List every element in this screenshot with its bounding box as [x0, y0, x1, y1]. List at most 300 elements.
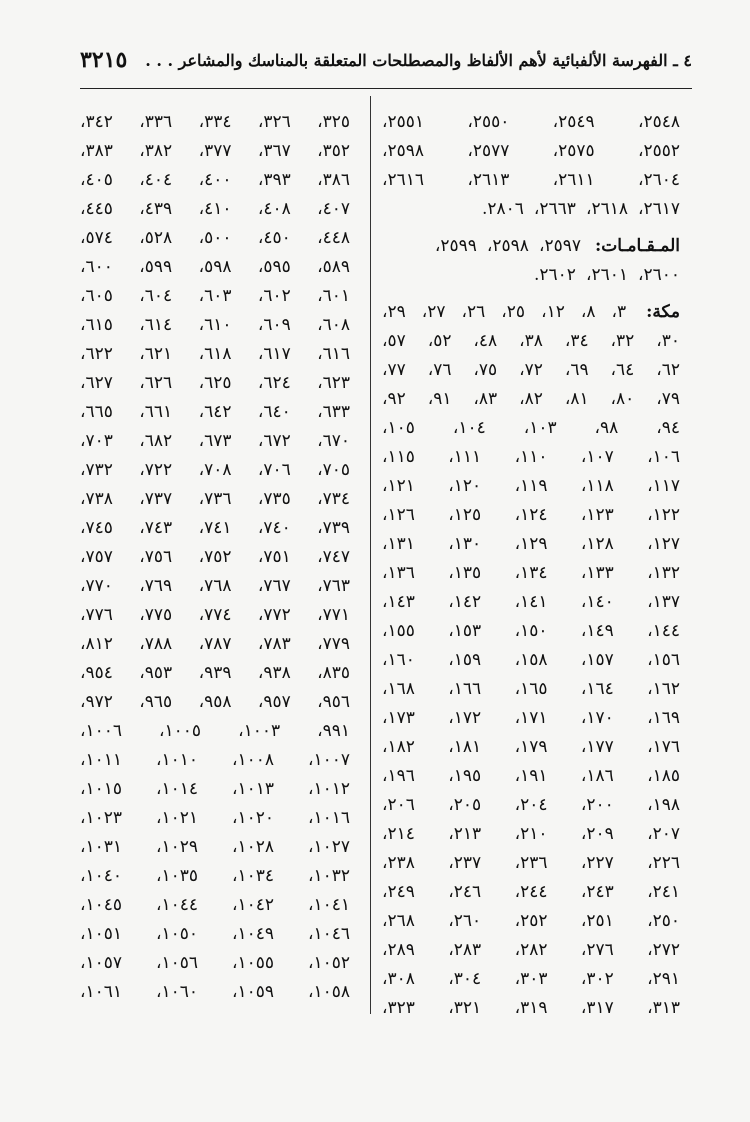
page-reference: ٢٥٢،	[514, 911, 548, 931]
page-reference: ١٠٥٧،	[80, 953, 123, 973]
page-reference: ٢٨٣،	[448, 940, 482, 960]
page-reference: ٧٥٢،	[198, 547, 232, 567]
page-reference: ٢٠٥،	[448, 795, 482, 815]
page-reference: ٢٠٩،	[580, 824, 614, 844]
page-reference: ٨،	[580, 302, 596, 322]
page-reference: ٢٦٠٤،	[637, 170, 680, 190]
page-reference: ١٨٢،	[382, 737, 415, 757]
index-line	[80, 224, 350, 253]
page-reference: ١١٩،	[514, 476, 548, 496]
page-reference: ٧٣٧،	[139, 489, 173, 509]
page-reference: ١٠٠٨،	[231, 750, 275, 770]
page-reference: ٢٦٠٢.	[534, 265, 576, 285]
page-reference: ٢٥٩٧،	[538, 236, 581, 256]
page-reference: ١٠٣،	[523, 418, 557, 438]
page-reference: ١٠١٢،	[307, 779, 350, 799]
page-reference: ٧٦٧،	[257, 576, 291, 596]
page-reference: ٦٩،	[564, 360, 589, 380]
page-reference: ٩٥٨،	[198, 692, 232, 712]
page-reference: ٦٠٥،	[80, 286, 113, 306]
page-reference: ٧٣٤،	[317, 489, 350, 509]
page-reference: ٣،	[611, 302, 627, 322]
page-reference: ١٠٢٨،	[231, 837, 275, 857]
page-reference: ٤٤٨،	[317, 228, 350, 248]
page-reference: ٢٨٩،	[382, 940, 415, 960]
index-line	[382, 195, 680, 224]
page-reference: ١٥٠،	[514, 621, 548, 641]
page-reference: ٣٨٣،	[80, 141, 113, 161]
page-reference: ١٠٤،	[452, 418, 486, 438]
index-line	[80, 166, 350, 195]
page-reference: ٧٣٦،	[198, 489, 232, 509]
page-reference: ١٣١،	[382, 534, 415, 554]
index-term: مكة:	[646, 302, 680, 322]
page-reference: ١٧٧،	[580, 737, 614, 757]
page-reference: ٢٥٩٩،	[434, 236, 477, 256]
page-reference: ١٤٢،	[448, 592, 482, 612]
page-reference: ٥٠٠،	[198, 228, 232, 248]
page-reference: ٢٣٦،	[514, 853, 548, 873]
page-reference: ١٤٤،	[647, 621, 680, 641]
page-reference: ٩١،	[427, 389, 452, 409]
page-reference: ٨١،	[564, 389, 589, 409]
page-reference: ٦١٧،	[257, 344, 291, 364]
page-reference: ٢٥٤٩،	[552, 112, 595, 132]
page-reference: ٣٨٦،	[317, 170, 350, 190]
page-reference: ٢٢٦،	[647, 853, 680, 873]
page-reference: ١٧٣،	[382, 708, 415, 728]
index-line	[382, 298, 680, 327]
page-reference: ١٠٤١،	[307, 895, 350, 915]
page-reference: ١٠٠٣،	[238, 721, 281, 741]
page-reference: ٨٣٥،	[317, 663, 350, 683]
page-reference: ١٣٢،	[647, 563, 680, 583]
page-reference: ٥٨٩،	[317, 257, 350, 277]
page-reference: ١٦٥،	[514, 679, 548, 699]
index-line	[382, 356, 680, 385]
page-reference: ١٠٣٢،	[307, 866, 350, 886]
page-reference: ٢٧٦،	[580, 940, 614, 960]
page-reference: ٢٢٧،	[580, 853, 614, 873]
page-reference: ٦٢٦،	[139, 373, 173, 393]
page-number: ٣٢١٥	[80, 47, 128, 73]
page-reference: ١٢٦،	[382, 505, 415, 525]
page-reference: ١٤٣،	[382, 592, 415, 612]
header-rule	[80, 88, 692, 89]
page-reference: ١٠١٦،	[307, 808, 350, 828]
page-reference: ١٠٠٦،	[80, 721, 123, 741]
index-line	[382, 472, 680, 501]
index-line	[80, 920, 350, 949]
page-reference: ١٢٩،	[514, 534, 548, 554]
page-reference: ٩٥٦،	[317, 692, 350, 712]
page-reference: ١٧٦،	[647, 737, 680, 757]
page-reference: ٨١٢،	[80, 634, 113, 654]
page-reference: ٢٤٦،	[448, 882, 482, 902]
page-reference: ٧٨٨،	[139, 634, 173, 654]
page-reference: ٢٠٦،	[382, 795, 415, 815]
page-reference: ٣٨٢،	[139, 141, 173, 161]
page-reference: ٢٥٠،	[647, 911, 680, 931]
page-reference: ١٠٤٠،	[80, 866, 123, 886]
page-reference: ٧٧،	[382, 360, 406, 380]
page-reference: ٢٨٢،	[514, 940, 548, 960]
page-reference: ٢٠٧،	[647, 824, 680, 844]
page-reference: ١١٧،	[647, 476, 680, 496]
page-reference: ١٠٥٩،	[231, 982, 275, 1002]
index-line	[382, 675, 680, 704]
page-reference: ٢٦٠٠،	[637, 265, 680, 285]
page-reference: ١٠٣١،	[80, 837, 123, 857]
page-reference: ٦٠٤،	[139, 286, 173, 306]
page-reference: ٦٢٢،	[80, 344, 113, 364]
page-reference: ٦٢٧،	[80, 373, 113, 393]
page-reference: ٦٠١،	[317, 286, 350, 306]
section-gap	[382, 224, 680, 232]
index-line	[80, 630, 350, 659]
page-reference: ٤٠٤،	[139, 170, 173, 190]
page-reference: ٣١٧،	[580, 998, 614, 1018]
index-term: المـقـامـات:	[594, 236, 680, 256]
page-reference: ٧٦٨،	[198, 576, 232, 596]
page-reference: ١٧٢،	[448, 708, 482, 728]
page-reference: ٥٩٩،	[139, 257, 173, 277]
page-reference: ١٥٧،	[580, 650, 614, 670]
page-reference: ١٠٢٠،	[231, 808, 275, 828]
page-reference: ٣٠٢،	[580, 969, 614, 989]
index-line	[382, 137, 680, 166]
page-reference: ١٠٢١،	[156, 808, 199, 828]
page-reference: ٧٠٦،	[257, 460, 291, 480]
index-line	[382, 733, 680, 762]
page-reference: ٨٣،	[473, 389, 498, 409]
page-reference: ٤٠٠،	[198, 170, 232, 190]
page-reference: ٢١٣،	[448, 824, 482, 844]
page-reference: ٦٧٠،	[317, 431, 350, 451]
page-reference: ٢٥،	[501, 302, 526, 322]
right-column	[382, 108, 680, 1023]
page-reference: ٤٤٥،	[80, 199, 113, 219]
page-reference: ٢٦١٨،	[585, 199, 628, 219]
page-reference: ٧٦،	[427, 360, 452, 380]
page-reference: ٢٦٨،	[382, 911, 415, 931]
page-reference: ٣٠٨،	[382, 969, 415, 989]
page-reference: ٤٥٠،	[257, 228, 291, 248]
page-reference: ٢٤١،	[647, 882, 680, 902]
page-reference: ١٢٠،	[448, 476, 482, 496]
page-reference: ١٠٤٤،	[156, 895, 199, 915]
page-reference: ٢٦٠،	[448, 911, 482, 931]
page-reference: ١٦٢،	[647, 679, 680, 699]
page-reference: ٧٨٣،	[257, 634, 291, 654]
page-reference: ٤١٠،	[198, 199, 232, 219]
page-reference: ٦٢٣،	[317, 373, 350, 393]
index-line	[382, 704, 680, 733]
page-reference: ١٠٠٧،	[307, 750, 350, 770]
page-reference: ٢٠٤،	[514, 795, 548, 815]
page-reference: ٧٩،	[656, 389, 680, 409]
page-reference: ٦١٤،	[139, 315, 173, 335]
page-reference: ٣٢٥،	[317, 112, 350, 132]
page-reference: ١٠١٠،	[156, 750, 199, 770]
page-reference: ٦٧٣،	[198, 431, 232, 451]
page-reference: ٦١٨،	[198, 344, 232, 364]
page-reference: ٢٥٩٨،	[486, 236, 529, 256]
page-reference: ١١٥،	[382, 447, 415, 467]
index-line	[382, 232, 680, 261]
index-line	[80, 514, 350, 543]
index-line	[80, 833, 350, 862]
page-reference: ١١٠،	[514, 447, 548, 467]
page-reference: ١٠٥٢،	[307, 953, 350, 973]
page-reference: ١٧٩،	[514, 737, 548, 757]
page-reference: ٢٥٤٨،	[637, 112, 680, 132]
page-reference: ٧٣٥،	[257, 489, 291, 509]
page-reference: ٢٦١١،	[552, 170, 595, 190]
page-reference: ٣٦٧،	[257, 141, 291, 161]
index-line	[80, 456, 350, 485]
index-line	[382, 261, 680, 290]
page-reference: ٣٣٤،	[198, 112, 232, 132]
page-reference: ٩٩١،	[317, 721, 350, 741]
page-reference: ١٣٧،	[647, 592, 680, 612]
index-line	[382, 166, 680, 195]
page-reference: ٧٧٥،	[139, 605, 173, 625]
page-reference: ٣٢٦،	[257, 112, 291, 132]
index-line	[80, 108, 350, 137]
page-reference: ١٩٥،	[448, 766, 482, 786]
page-reference: ١١١،	[448, 447, 482, 467]
column-divider	[370, 96, 371, 1014]
page-reference: ١٠٤٥،	[80, 895, 123, 915]
page-reference: ٢٦٠١،	[585, 265, 628, 285]
page-reference: ٢٦،	[461, 302, 486, 322]
page-reference: ٧٢٢،	[139, 460, 173, 480]
page-reference: ١٠٥،	[382, 418, 415, 438]
page-reference: ٥٩٨،	[198, 257, 232, 277]
index-line	[80, 137, 350, 166]
page-reference: ٢٥٩٨،	[382, 141, 425, 161]
page-header	[80, 40, 692, 80]
page-reference: ٩٥٧،	[257, 692, 291, 712]
index-line	[382, 936, 680, 965]
page-reference: ١٥٨،	[514, 650, 548, 670]
index-line	[382, 617, 680, 646]
index-line	[382, 646, 680, 675]
page-reference: ٣٢١،	[448, 998, 482, 1018]
page-reference: ١٣٠،	[448, 534, 482, 554]
index-line	[382, 559, 680, 588]
page-reference: ٧٠٨،	[198, 460, 232, 480]
page-reference: ١٠١٣،	[231, 779, 275, 799]
index-line	[382, 108, 680, 137]
page-reference: ١٢١،	[382, 476, 415, 496]
page-reference: ١٢٥،	[448, 505, 482, 525]
page-reference: ١٢٧،	[647, 534, 680, 554]
index-line	[80, 717, 350, 746]
page-reference: ١٢٤،	[514, 505, 548, 525]
page-reference: ٦٦١،	[139, 402, 173, 422]
page-reference: ١٠٤٩،	[231, 924, 275, 944]
page-reference: ٧٤٥،	[80, 518, 113, 538]
page-reference: ٢٥١،	[580, 911, 614, 931]
index-line	[80, 427, 350, 456]
page-reference: ٧٣٨،	[80, 489, 113, 509]
page-reference: ٦٢٥،	[198, 373, 232, 393]
index-line	[382, 878, 680, 907]
index-line	[80, 195, 350, 224]
page-reference: ١٤٠،	[580, 592, 614, 612]
page-reference: ٩٦٥،	[139, 692, 173, 712]
page-reference: ٧٧٦،	[80, 605, 113, 625]
page-reference: ٣١٣،	[647, 998, 680, 1018]
page-reference: ٢٤٣،	[580, 882, 614, 902]
page-reference: ١٠٣٤،	[231, 866, 275, 886]
page-reference: ٩٣٩،	[198, 663, 232, 683]
index-line	[80, 891, 350, 920]
page-reference: ٤٠٥،	[80, 170, 113, 190]
page-reference: ١٤١،	[514, 592, 548, 612]
index-line	[80, 688, 350, 717]
page-reference: ٦٨٢،	[139, 431, 173, 451]
page-reference: ١٠١١،	[80, 750, 123, 770]
page-reference: ٦١٦،	[317, 344, 350, 364]
page-reference: ٧٧٩،	[317, 634, 350, 654]
page-reference: ١٢٣،	[580, 505, 614, 525]
index-line	[80, 775, 350, 804]
page-reference: ٢٩،	[382, 302, 406, 322]
page-reference: ٣٨،	[519, 331, 543, 351]
page-reference: ٦٢١،	[139, 344, 173, 364]
page-reference: ١٠٤٢،	[231, 895, 275, 915]
index-line	[80, 572, 350, 601]
page-reference: ٤٠٨،	[257, 199, 291, 219]
index-line	[382, 762, 680, 791]
index-line	[80, 949, 350, 978]
page-reference: ١٠٢٧،	[307, 837, 350, 857]
page-reference: ٥٧٤،	[80, 228, 113, 248]
page-reference: ٩٢،	[382, 389, 406, 409]
index-line	[382, 385, 680, 414]
index-line	[382, 530, 680, 559]
page-reference: ٧٨٧،	[198, 634, 232, 654]
index-line	[80, 369, 350, 398]
page-reference: ٢١٤،	[382, 824, 415, 844]
page-reference: ١٢،	[541, 302, 565, 322]
page-reference: ٨٠،	[610, 389, 635, 409]
page-reference: ١٣٣،	[580, 563, 614, 583]
index-line	[80, 543, 350, 572]
page-reference: ٣١٩،	[514, 998, 548, 1018]
page-reference: ١٥٩،	[448, 650, 482, 670]
page-reference: ١٥٥،	[382, 621, 415, 641]
page-reference: ٧٢،	[519, 360, 543, 380]
page-reference: ١٦٤،	[580, 679, 614, 699]
page-reference: ٧٣٢،	[80, 460, 113, 480]
page-reference: ١٤٩،	[580, 621, 614, 641]
page-reference: ٢٥٥١،	[382, 112, 425, 132]
page-reference: ١٠١٤،	[156, 779, 199, 799]
page-reference: ١٠٦١،	[80, 982, 123, 1002]
page-reference: ٥٩٥،	[257, 257, 291, 277]
page-reference: ٤٣٩،	[139, 199, 173, 219]
page-reference: ٨٢،	[519, 389, 543, 409]
page-reference: ٦١٥،	[80, 315, 113, 335]
section-gap	[382, 290, 680, 298]
page-reference: ٣٠٣،	[514, 969, 548, 989]
page-reference: ٢٦١٣،	[467, 170, 510, 190]
page-reference: ٢١٠،	[514, 824, 548, 844]
page-reference: ٣٥٢،	[317, 141, 350, 161]
page-reference: ٦٧٢،	[257, 431, 291, 451]
page-reference: ١٠٠٥،	[159, 721, 202, 741]
page-reference: ٢٤٩،	[382, 882, 415, 902]
page-reference: ٢٥٧٥،	[552, 141, 595, 161]
page-reference: ١٨٦،	[580, 766, 614, 786]
index-line	[80, 253, 350, 282]
index-line	[382, 849, 680, 878]
index-line	[80, 340, 350, 369]
page-reference: ١٠٥٥،	[231, 953, 275, 973]
page-reference: ٥٢،	[427, 331, 452, 351]
page-reference: ٦٠٠،	[80, 257, 113, 277]
page-reference: ٢٦٦٣،	[533, 199, 576, 219]
page-reference: ٣٩٣،	[257, 170, 291, 190]
running-title: ٤ ـ الفهرسة الألفبائية لأهم الألفاظ والمصطلحات المتعلقة بالمناسك والمشاعر . . .	[145, 50, 692, 70]
page-reference: ٢٣٧،	[448, 853, 482, 873]
page-reference: ٦٤٢،	[198, 402, 232, 422]
index-line	[382, 907, 680, 936]
page-reference: ٤٠٧،	[317, 199, 350, 219]
index-line	[80, 804, 350, 833]
page-reference: ٦٠٢،	[257, 286, 291, 306]
page-reference: ١٩٨،	[647, 795, 680, 815]
page-reference: ١٩١،	[514, 766, 548, 786]
page-reference: ٣٠،	[656, 331, 680, 351]
page-reference: ٦٣٣،	[317, 402, 350, 422]
index-line	[382, 965, 680, 994]
page-reference: ١٠١٥،	[80, 779, 123, 799]
page-reference: ١٦٠،	[382, 650, 415, 670]
page-reference: ٢٠٠،	[580, 795, 614, 815]
page-reference: ٩٨،	[594, 418, 619, 438]
page-reference: ٦٠٨،	[317, 315, 350, 335]
index-line	[382, 501, 680, 530]
page-reference: ٧٥٧،	[80, 547, 113, 567]
page-reference: ٢٣٨،	[382, 853, 415, 873]
index-line	[382, 414, 680, 443]
page-reference: ٦٤٠،	[257, 402, 291, 422]
page-reference: ١٠٥٦،	[156, 953, 199, 973]
page-reference: ٩٥٣،	[139, 663, 173, 683]
page-reference: ٤٨،	[473, 331, 498, 351]
page-reference: ٧٤٠،	[257, 518, 291, 538]
page-reference: ١٢٨،	[580, 534, 614, 554]
page-reference: ٩٥٤،	[80, 663, 113, 683]
page-reference: ٢٧٢،	[647, 940, 680, 960]
page-reference: ٢٩١،	[647, 969, 680, 989]
page-reference: ١٧١،	[514, 708, 548, 728]
page-reference: ١٠٧،	[580, 447, 614, 467]
page-reference: ٦٠٩،	[257, 315, 291, 335]
page-reference: ٣٧٧،	[198, 141, 232, 161]
page-reference: ١٦٨،	[382, 679, 415, 699]
page-reference: ١٩٦،	[382, 766, 415, 786]
page-reference: ١٠٤٦،	[307, 924, 350, 944]
page-reference: ٧٣٩،	[317, 518, 350, 538]
page-reference: ٥٢٨،	[139, 228, 173, 248]
index-line	[80, 601, 350, 630]
